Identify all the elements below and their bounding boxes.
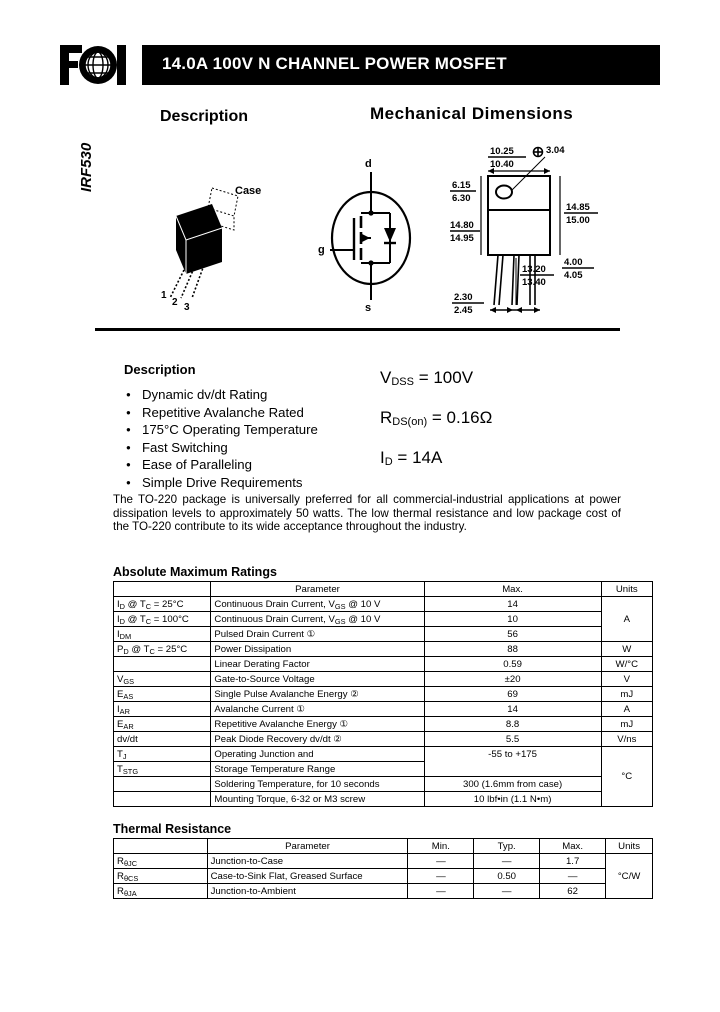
cell-max: ±20 xyxy=(424,672,601,687)
cell-max: — xyxy=(540,869,606,884)
cell-units: °C xyxy=(601,747,652,807)
cell-typ: 0.50 xyxy=(474,869,540,884)
table-row xyxy=(114,717,653,732)
dim-body-h-top: 14.80 xyxy=(450,220,474,231)
column-header-typ: Typ. xyxy=(474,839,540,854)
cell-units: W xyxy=(601,642,652,657)
spec-rdson xyxy=(380,408,620,430)
package-case-label: Case xyxy=(235,185,262,197)
cell-max: -55 to +175 xyxy=(424,747,601,762)
cell-max: 300 (1.6mm from case) xyxy=(424,777,601,792)
table-row xyxy=(114,612,653,627)
cell-symbol: $I_{DM}$ xyxy=(114,627,211,642)
cell-symbol: $V_{GS}$ xyxy=(114,672,211,687)
cell-max: 10 lbf•in (1.1 N•m) xyxy=(424,792,601,807)
dim-lead-len-top: 13.20 xyxy=(522,264,546,275)
column-header-max: Max. xyxy=(424,582,601,597)
column-header-max: Max. xyxy=(540,839,606,854)
table-row xyxy=(114,762,653,777)
column-header-units: Units xyxy=(606,839,653,854)
cell-max: 5.5 xyxy=(424,732,601,747)
cell-symbol: $I_D$ @ $T_C = 25^\circ C$ xyxy=(114,597,211,612)
svg-text:3: 3 xyxy=(184,302,190,310)
dim-hole-dia: 3.04 xyxy=(546,145,565,156)
cell-parameter: Mounting Torque, 6-32 or M3 screw xyxy=(211,792,424,807)
cell-symbol: $I_D$ @ $T_C = 100^\circ C$ xyxy=(114,612,211,627)
cell-units: V xyxy=(601,672,652,687)
table-header-row xyxy=(114,839,653,854)
cell-symbol: dv/dt xyxy=(114,732,211,747)
table-row xyxy=(114,792,653,807)
table-row xyxy=(114,732,653,747)
cell-symbol xyxy=(114,777,211,792)
cell-symbol: $P_D$ @ $T_C = 25^\circ C$ xyxy=(114,642,211,657)
svg-text:g: g xyxy=(318,244,325,256)
description-heading: Description xyxy=(124,362,196,377)
spec-value: = 100V xyxy=(418,368,474,387)
table-row xyxy=(114,597,653,612)
cell-parameter: Continuous Drain Current, $V_{GS}$ @ 10 V xyxy=(211,597,424,612)
cell-units: A xyxy=(601,597,652,642)
mosfet-schematic-symbol xyxy=(300,150,450,315)
cell-parameter: Continuous Drain Current, $V_{GS}$ @ 10 V xyxy=(211,612,424,627)
cell-symbol: $I_{AR}$ xyxy=(114,702,211,717)
table-row xyxy=(114,627,653,642)
dim-pitch-top: 2.30 xyxy=(454,292,473,303)
abs-max-table xyxy=(113,581,653,807)
part-number-label: IRF530 xyxy=(78,142,95,192)
column-header-symbol xyxy=(114,839,208,854)
cell-symbol: $R_{\theta JC}$ xyxy=(114,854,208,869)
cell-symbol: $E_{AR}$ xyxy=(114,717,211,732)
table-row xyxy=(114,642,653,657)
dim-width-top: 10.25 xyxy=(490,146,514,157)
header-title: 14.0A 100V N CHANNEL POWER MOSFET xyxy=(162,54,507,73)
table-row xyxy=(114,854,653,869)
cell-min: — xyxy=(408,884,474,899)
dim-lead-len-bottom: 13.40 xyxy=(522,277,546,288)
cell-max: 14 xyxy=(424,597,601,612)
spec-value: = 14A xyxy=(397,448,443,467)
list-item: ● Simple Drive Requirements xyxy=(126,474,366,492)
cell-max: 14 xyxy=(424,702,601,717)
spec-symbol: R xyxy=(380,408,393,427)
spec-symbol: V xyxy=(380,368,392,387)
cell-parameter: Soldering Temperature, for 10 seconds xyxy=(211,777,424,792)
cell-parameter: Operating Junction and xyxy=(211,747,424,762)
cell-parameter: Peak Diode Recovery dv/dt ② xyxy=(211,732,424,747)
mechanical-dimension-drawing xyxy=(450,140,635,320)
thermal-table-title: Thermal Resistance xyxy=(113,822,232,836)
svg-text:s: s xyxy=(365,302,372,314)
cell-parameter: Repetitive Avalanche Energy ① xyxy=(211,717,424,732)
dim-thick-top: 4.00 xyxy=(564,257,583,268)
page-header xyxy=(60,45,660,85)
column-header-symbol xyxy=(114,582,211,597)
svg-text:1: 1 xyxy=(161,290,167,301)
dim-tab-h-bottom: 6.30 xyxy=(452,193,471,204)
dim-tab-h-top: 6.15 xyxy=(452,180,471,191)
column-header-parameter: Parameter xyxy=(207,839,408,854)
table-row xyxy=(114,777,653,792)
title-banner xyxy=(142,45,660,85)
spec-subscript: DS(on) xyxy=(392,416,428,428)
cell-parameter: Pulsed Drain Current ① xyxy=(211,627,424,642)
cell-parameter: Junction-to-Case xyxy=(207,854,408,869)
feature-list xyxy=(126,386,366,492)
cell-units: °C/W xyxy=(606,854,653,899)
column-header-parameter: Parameter xyxy=(211,582,424,597)
table-header-row xyxy=(114,582,653,597)
dim-pitch-bottom: 2.45 xyxy=(454,305,473,316)
table-row xyxy=(114,702,653,717)
cell-min: — xyxy=(408,854,474,869)
horizontal-divider xyxy=(95,328,620,331)
cell-parameter: Junction-to-Ambient xyxy=(207,884,408,899)
cell-typ: — xyxy=(474,884,540,899)
cell-parameter: Linear Derating Factor xyxy=(211,657,424,672)
cell-max: 88 xyxy=(424,642,601,657)
cell-max: 56 xyxy=(424,627,601,642)
spec-id xyxy=(380,448,620,470)
cell-max xyxy=(424,762,601,777)
dim-body-h-bottom: 14.95 xyxy=(450,233,474,244)
dim-overall-h-bottom: 15.00 xyxy=(566,215,590,226)
cell-symbol xyxy=(114,657,211,672)
cell-parameter: Power Dissipation xyxy=(211,642,424,657)
table-row xyxy=(114,657,653,672)
cell-parameter: Storage Temperature Range xyxy=(211,762,424,777)
cell-symbol: $E_{AS}$ xyxy=(114,687,211,702)
key-specs xyxy=(380,368,620,488)
thermal-table xyxy=(113,838,653,899)
cell-max: 8.8 xyxy=(424,717,601,732)
table-row xyxy=(114,672,653,687)
section-title-description: Description xyxy=(160,108,249,125)
cell-symbol: $T_J$ xyxy=(114,747,211,762)
cell-min: — xyxy=(408,869,474,884)
list-item: ● Repetitive Avalanche Rated xyxy=(126,404,366,422)
list-item: ● 175°C Operating Temperature xyxy=(126,421,366,439)
cell-max: 62 xyxy=(540,884,606,899)
cell-units: mJ xyxy=(601,687,652,702)
svg-text:2: 2 xyxy=(172,297,178,308)
cell-units: A xyxy=(601,702,652,717)
table-row xyxy=(114,869,653,884)
cell-max: 69 xyxy=(424,687,601,702)
section-title-mechanical: Mechanical Dimensions xyxy=(370,104,574,123)
list-item: ● Dynamic dv/dt Rating xyxy=(126,386,366,404)
abs-max-table-title: Absolute Maximum Ratings xyxy=(113,565,277,579)
description-paragraph: The TO-220 package is universally preferred for all commercial-industrial applications at power dissipation levels to approximately 50 watts. The low thermal resistance and low package cost of the TO-220 contribute to its wide acceptance throughout the industry. xyxy=(113,493,621,534)
cell-symbol: $T_{STG}$ xyxy=(114,762,211,777)
list-item: ● Fast Switching xyxy=(126,439,366,457)
cell-max: 10 xyxy=(424,612,601,627)
cell-parameter: Gate-to-Source Voltage xyxy=(211,672,424,687)
dim-thick-bottom: 4.05 xyxy=(564,270,583,281)
cell-units: W/°C xyxy=(601,657,652,672)
cell-units: mJ xyxy=(601,717,652,732)
table-row xyxy=(114,884,653,899)
cell-parameter: Avalanche Current ① xyxy=(211,702,424,717)
cell-symbol: $R_{\theta CS}$ xyxy=(114,869,208,884)
cell-symbol: $R_{\theta JA}$ xyxy=(114,884,208,899)
table-row xyxy=(114,687,653,702)
cell-max: 1.7 xyxy=(540,854,606,869)
cell-symbol xyxy=(114,792,211,807)
cell-units: V/ns xyxy=(601,732,652,747)
list-item: ● Ease of Paralleling xyxy=(126,456,366,474)
column-header-min: Min. xyxy=(408,839,474,854)
spec-subscript: DSS xyxy=(391,376,414,388)
to220-package-figure xyxy=(130,170,270,310)
cell-parameter: Single Pulse Avalanche Energy ② xyxy=(211,687,424,702)
table-row xyxy=(114,747,653,762)
cell-max: 0.59 xyxy=(424,657,601,672)
spec-value: = 0.16Ω xyxy=(431,408,493,427)
spec-vdss xyxy=(380,368,620,390)
cell-parameter: Case-to-Sink Flat, Greased Surface xyxy=(207,869,408,884)
dim-overall-h-top: 14.85 xyxy=(566,202,590,213)
spec-symbol: I xyxy=(380,448,385,467)
spec-subscript: D xyxy=(384,456,393,468)
fci-logo xyxy=(60,43,138,87)
svg-text:d: d xyxy=(365,158,372,170)
column-header-units: Units xyxy=(601,582,652,597)
cell-typ: — xyxy=(474,854,540,869)
dim-width-bottom: 10.40 xyxy=(490,159,514,170)
